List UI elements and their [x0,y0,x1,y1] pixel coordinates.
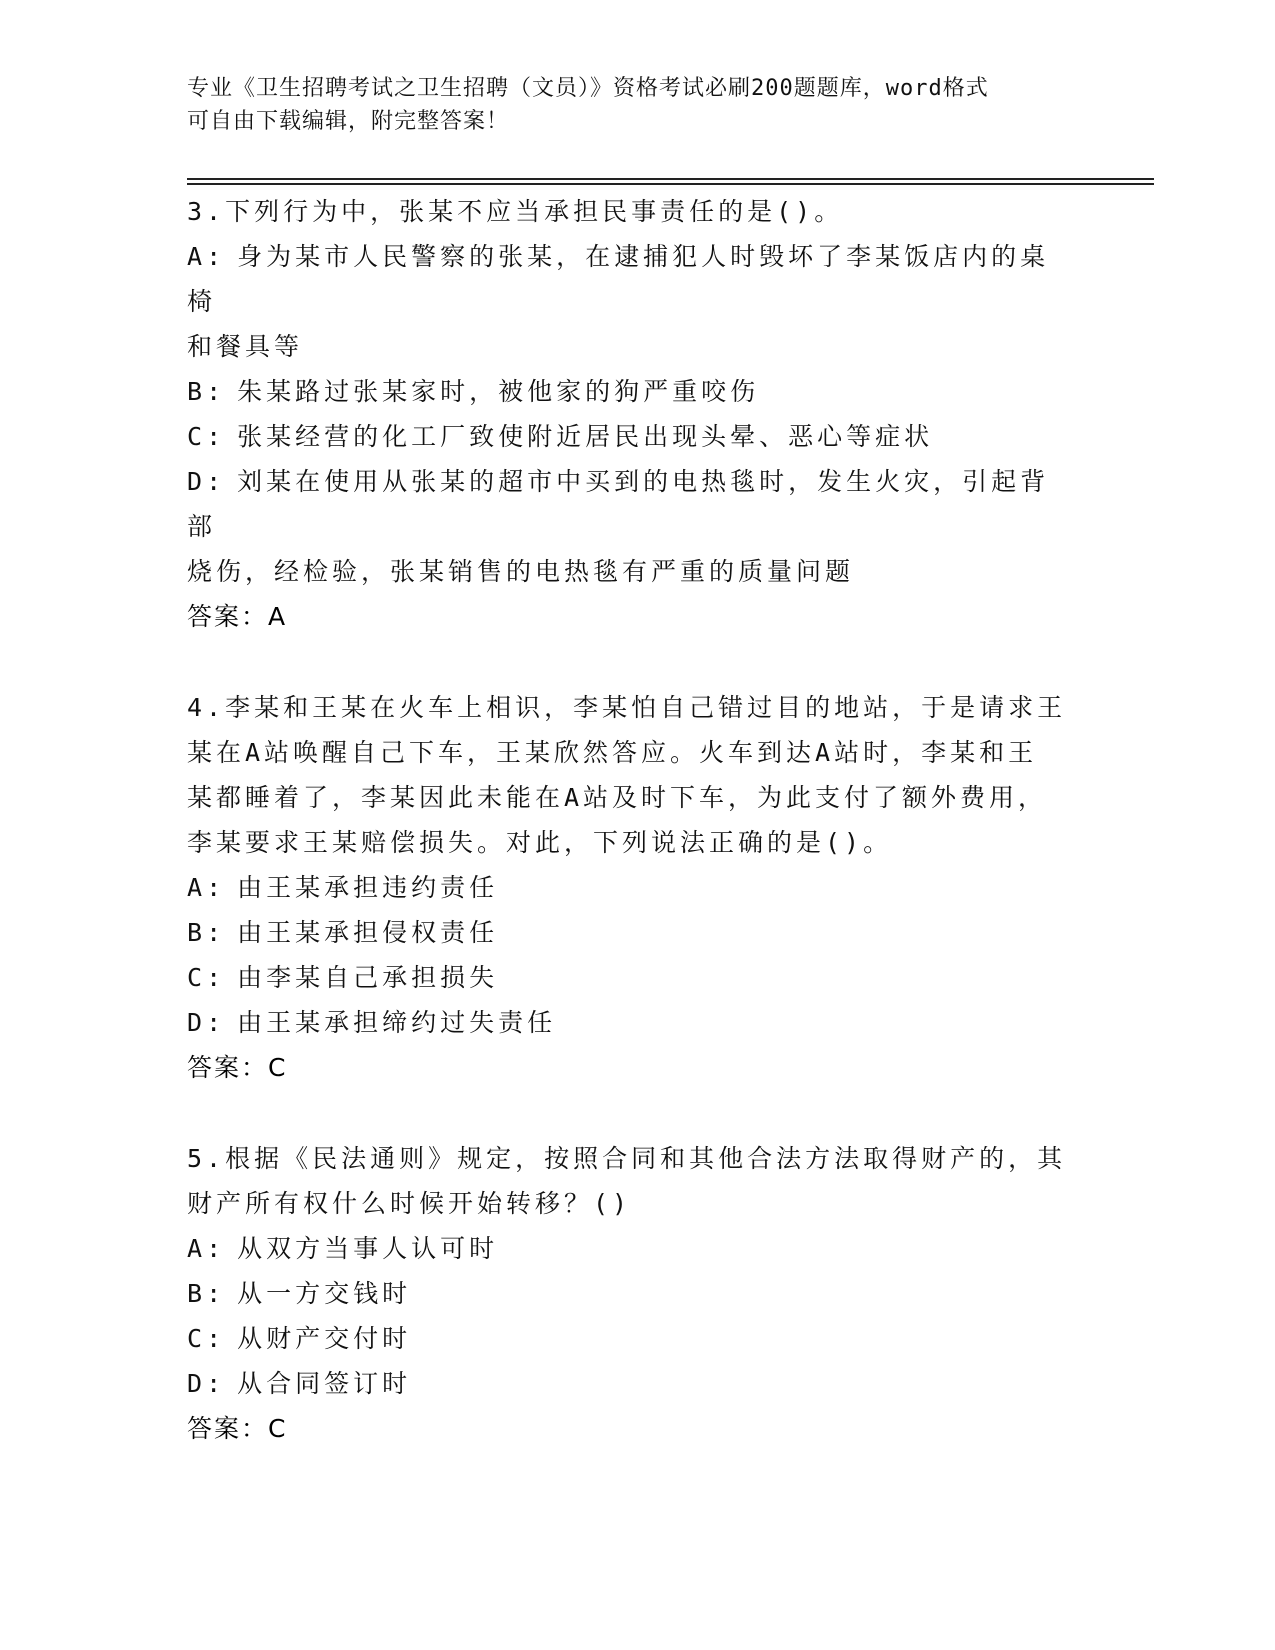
option-letter: D [187,1008,207,1037]
option-text: 由王某承担缔约过失责任 [237,1008,557,1037]
option-d [187,1361,1077,1406]
option-separator: : [206,1008,226,1037]
option-separator: : [206,963,226,992]
option-letter: D [187,467,207,496]
option-c [187,414,1077,459]
option-a [187,234,1077,324]
header-line-1: 专业《卫生招聘考试之卫生招聘（文员）》资格考试必刷200题题库，word格式 [187,76,989,101]
option-letter: A [187,242,207,271]
option-text: 身为某市人民警察的张某，在逮捕犯人时毁坏了李某饭店内的桌椅 [187,242,1050,316]
option-text: 张某经营的化工厂致使附近居民出现头晕、恶心等症状 [237,422,934,451]
answer-line: 答案：C [187,1053,288,1082]
option-separator: : [206,1369,226,1398]
option-text: 由李某自己承担损失 [237,963,499,992]
option-d [187,1000,1077,1045]
option-text: 从财产交付时 [237,1324,412,1353]
option-separator: : [206,242,226,271]
question-block [187,189,1077,639]
option-b [187,1271,1077,1316]
option-letter: B [187,1279,207,1308]
option-separator: : [206,1324,226,1353]
header-line-2: 可自由下载编辑，附完整答案！ [187,109,510,134]
option-separator: : [206,918,226,947]
question-block [187,685,1077,1090]
option-a [187,865,1077,910]
option-separator: : [206,1279,226,1308]
option-a-continued [187,324,1077,369]
option-c [187,1316,1077,1361]
option-letter: C [187,422,207,451]
question-stem-line: 李某要求王某赔偿损失。对此，下列说法正确的是()。 [187,828,893,857]
option-letter: C [187,1324,207,1353]
option-separator: : [206,1234,226,1263]
question-stem-line: 5.根据《民法通则》规定，按照合同和其他合法方法取得财产的，其 [187,1144,1067,1173]
option-text: 刘某在使用从张某的超市中买到的电热毯时，发生火灾，引起背部 [187,467,1050,541]
question-stem-line: 4.李某和王某在火车上相识，李某怕自己错过目的地站，于是请求王 [187,693,1067,722]
option-b [187,910,1077,955]
option-a [187,1226,1077,1271]
option-b [187,369,1077,414]
header-rule-bottom [187,183,1154,185]
question-block [187,1136,1077,1451]
option-text: 由王某承担侵权责任 [237,918,499,947]
option-text: 朱某路过张某家时，被他家的狗严重咬伤 [237,377,760,406]
option-separator: : [206,422,226,451]
option-separator: : [206,377,226,406]
option-letter: A [187,1234,207,1263]
question-stem-line: 财产所有权什么时候开始转移？() [187,1189,632,1218]
option-letter: B [187,377,207,406]
header-rule-top [187,178,1154,180]
option-letter: D [187,1369,207,1398]
question-stem-line: 某都睡着了，李某因此未能在A站及时下车，为此支付了额外费用， [187,783,1048,812]
option-c [187,955,1077,1000]
option-d [187,459,1077,549]
option-text: 由王某承担违约责任 [237,873,499,902]
question-stem-line: 3.下列行为中，张某不应当承担民事责任的是()。 [187,197,844,226]
option-letter: A [187,873,207,902]
answer-line: 答案：A [187,602,288,631]
option-text: 从合同签订时 [237,1369,412,1398]
option-letter: B [187,918,207,947]
option-text: 从双方当事人认可时 [237,1234,499,1263]
option-letter: C [187,963,207,992]
question-stem-line: 某在A站唤醒自己下车，王某欣然答应。火车到达A站时，李某和王 [187,738,1038,767]
option-text: 从一方交钱时 [237,1279,412,1308]
question-list [187,189,1077,1451]
answer-line: 答案：C [187,1414,288,1443]
option-d-continued [187,549,1077,594]
option-text: 烧伤，经检验，张某销售的电热毯有严重的质量问题 [187,557,855,586]
option-separator: : [206,467,226,496]
document-header [187,72,1067,138]
option-separator: : [206,873,226,902]
option-text: 和餐具等 [187,332,304,361]
